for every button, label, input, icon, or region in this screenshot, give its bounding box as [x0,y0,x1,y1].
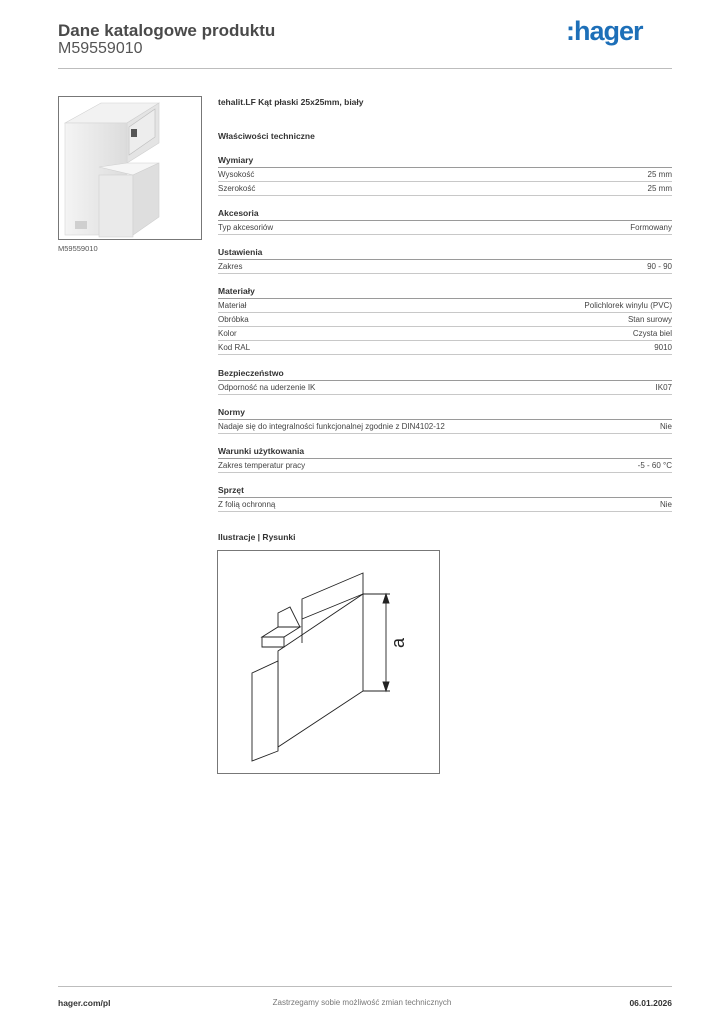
spec-label: Typ akcesoriów [218,223,274,232]
spec-row [218,299,672,313]
product-render-image [59,97,201,239]
footer-website[interactable]: hager.com/pl [58,998,111,1008]
section-safety [218,367,672,395]
spec-row [218,327,672,341]
spec-label: Zakres [218,262,243,271]
section-materials [218,285,672,355]
technical-properties-heading: Właściwości techniczne [218,131,315,141]
page-title: Dane katalogowe produktu [58,21,276,40]
spec-label: Kolor [218,329,237,338]
spec-label: Nadaje się do integralności funkcjonalnej zgodnie z DIN4102-12 [218,422,445,431]
spec-value: Stan surowy [627,315,672,324]
spec-row [218,420,672,434]
spec-label: Kod RAL [218,343,251,352]
product-photo [58,96,202,240]
footer-date: 06.01.2026 [629,998,672,1008]
spec-label: Odporność na uderzenie IK [218,383,316,392]
spec-row [218,341,672,355]
spec-value: Czysta biel [632,329,672,338]
line-drawing-image [218,551,439,773]
spec-label: Obróbka [218,315,249,324]
spec-row [218,381,672,395]
section-equipment [218,484,672,512]
spec-row [218,260,672,274]
footer-divider [58,986,672,987]
spec-value: IK07 [655,383,672,392]
hager-logo [566,16,666,46]
section-title: Akcesoria [218,207,672,221]
spec-label: Z folią ochronną [218,500,276,509]
section-title: Sprzęt [218,484,672,498]
spec-row [218,459,672,473]
svg-text::hager: :hager [566,16,643,46]
technical-drawing [217,550,440,774]
photo-caption: M59559010 [58,244,98,253]
section-dimensions [218,154,672,196]
section-title: Materiały [218,285,672,299]
spec-row [218,313,672,327]
spec-value: Nie [659,422,672,431]
footer-disclaimer: Zastrzegamy sobie możliwość zmian technicznych [272,998,452,1007]
spec-label: Wysokość [218,170,255,179]
spec-value: 9010 [654,343,672,352]
spec-value: Formowany [630,223,672,232]
spec-value: -5 - 60 °C [637,461,672,470]
section-accessories [218,207,672,235]
spec-row [218,168,672,182]
spec-value: Polichlorek winylu (PVC) [584,301,672,310]
spec-value: Nie [659,500,672,509]
spec-row [218,498,672,512]
product-code: M59559010 [58,40,143,57]
header-divider [58,68,672,69]
section-title: Bezpieczeństwo [218,367,672,381]
section-settings [218,246,672,274]
spec-label: Materiał [218,301,247,310]
section-title: Warunki użytkowania [218,445,672,459]
spec-label: Szerokość [218,184,256,193]
section-standards [218,406,672,434]
section-title: Ustawienia [218,246,672,260]
section-title: Normy [218,406,672,420]
spec-value: 25 mm [647,184,672,193]
spec-row [218,182,672,196]
spec-value: 90 - 90 [647,262,672,271]
dimension-label-a: a [388,637,408,649]
spec-label: Zakres temperatur pracy [218,461,306,470]
section-title: Wymiary [218,154,672,168]
spec-row [218,221,672,235]
product-name: tehalit.LF Kąt płaski 25x25mm, biały [218,97,364,107]
section-operating-conditions [218,445,672,473]
spec-value: 25 mm [647,170,672,179]
illustrations-heading: Ilustracje | Rysunki [218,532,296,542]
